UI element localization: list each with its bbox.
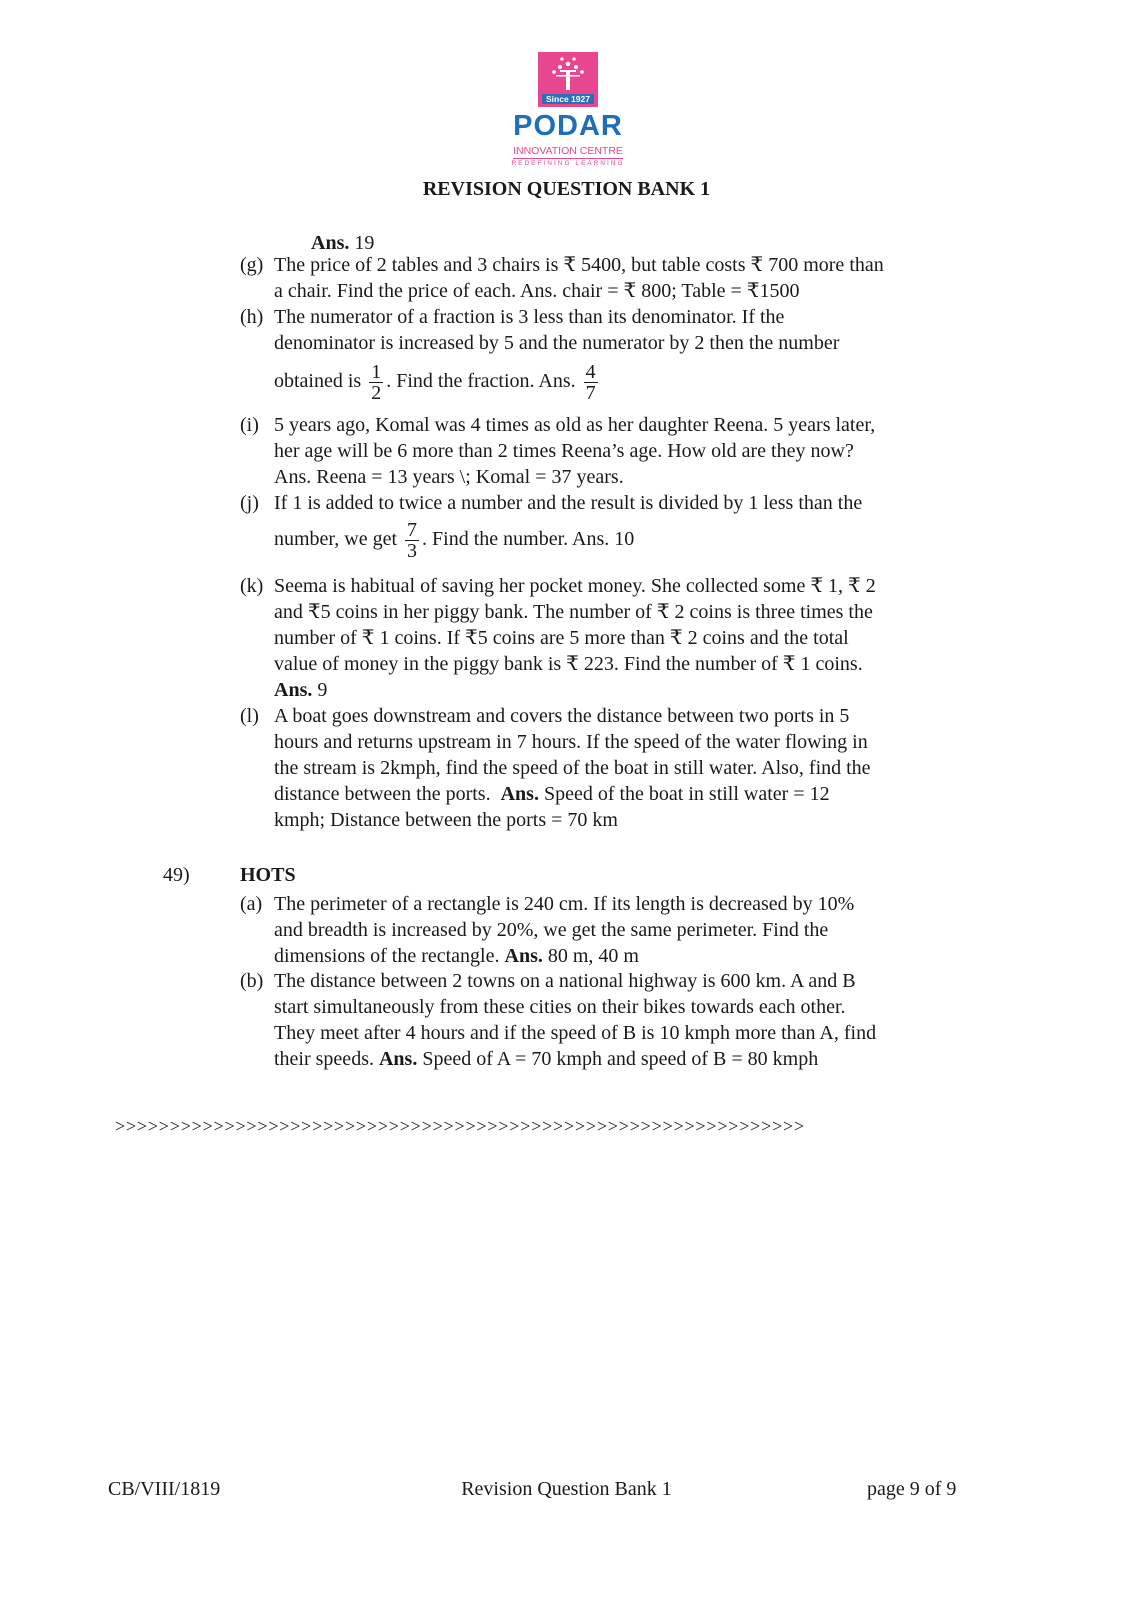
question-text: . Find the fraction. Ans. xyxy=(386,370,576,393)
logo-emblem xyxy=(538,52,598,107)
question-line: The price of 2 tables and 3 chairs is ₹ 5400, but table costs ₹ 700 more than xyxy=(274,254,884,276)
section-title: HOTS xyxy=(240,864,296,886)
answer-label: Ans. xyxy=(378,1048,418,1070)
footer-code: CB/VIII/1819 xyxy=(108,1478,221,1500)
question-line: and breadth is increased by 20%, we get the same perimeter. Find the xyxy=(274,919,829,941)
question-line: number of ₹ 1 coins. If ₹5 coins are 5 more than ₹ 2 coins and the total xyxy=(274,627,849,649)
answer-value: Speed of the boat in still water = 12 xyxy=(538,783,830,805)
fraction-denominator: 3 xyxy=(407,540,418,562)
question-label: (h) xyxy=(240,306,264,328)
hots-question-b xyxy=(240,968,980,1072)
question-text: number, we get xyxy=(274,528,398,551)
question-line: The numerator of a fraction is 3 less than its denominator. If the xyxy=(274,306,785,328)
question-label: (l) xyxy=(240,705,259,727)
answer-line xyxy=(274,677,980,703)
question-line: Seema is habitual of saving her pocket money. She collected some ₹ 1, ₹ 2 xyxy=(274,575,876,597)
question-line: her age will be 6 more than 2 times Reena’s age. How old are they now? xyxy=(274,440,854,462)
question-line: The perimeter of a rectangle is 240 cm. If its length is decreased by 10% xyxy=(274,893,855,915)
podar-logo xyxy=(488,52,648,169)
logo-tagline: REDEFINING LEARNING xyxy=(511,160,625,167)
question-line-fraction xyxy=(274,520,980,561)
footer-page-number: page 9 of 9 xyxy=(867,1478,957,1500)
answer-value: 19 xyxy=(354,232,375,254)
fraction-numerator: 1 xyxy=(371,361,382,383)
fraction-numerator: 4 xyxy=(585,361,596,383)
question-label: (k) xyxy=(240,575,264,597)
question-line: value of money in the piggy bank is ₹ 223. Find the number of ₹ 1 coins. xyxy=(274,653,863,675)
question-text: dimensions of the rectangle. xyxy=(274,945,505,967)
question-line: A boat goes downstream and covers the distance between two ports in 5 xyxy=(274,705,850,727)
answer-label: Ans. xyxy=(504,945,543,967)
fraction-answer xyxy=(584,362,598,403)
question-label: (i) xyxy=(240,414,259,436)
footer-title: Revision Question Bank 1 xyxy=(461,1478,672,1500)
question-text: their speeds. xyxy=(274,1048,379,1070)
question-line: hours and returns upstream in 7 hours. If the speed of the water flowing in xyxy=(274,731,868,753)
answer-line xyxy=(274,943,980,969)
fraction-one-half xyxy=(369,362,383,403)
question-line: start simultaneously from these cities on their bikes towards each other. xyxy=(274,996,846,1018)
logo-since: Since 1927 xyxy=(542,94,594,104)
question-i xyxy=(240,412,980,490)
question-label: (a) xyxy=(240,893,263,915)
question-text: obtained is xyxy=(274,370,362,393)
answer-value: 80 m, 40 m xyxy=(542,945,639,967)
fraction-denominator: 2 xyxy=(371,382,382,404)
question-h xyxy=(240,304,980,403)
fraction-seven-thirds xyxy=(405,520,419,561)
question-line: If 1 is added to twice a number and the result is divided by 1 less than the xyxy=(274,492,863,514)
answer-label: Ans. xyxy=(500,783,539,805)
question-g xyxy=(240,252,980,304)
section-number: 49) xyxy=(163,864,190,886)
question-line: denominator is increased by 5 and the numerator by 2 then the number xyxy=(274,332,840,354)
question-line: Ans. Reena = 13 years \; Komal = 37 years. xyxy=(274,466,624,488)
hots-question-a xyxy=(240,891,980,969)
question-text: distance between the ports. xyxy=(274,783,501,805)
tree-icon xyxy=(538,52,598,94)
question-label: (g) xyxy=(240,254,264,276)
answer-line: kmph; Distance between the ports = 70 km xyxy=(274,809,618,831)
question-line: and ₹5 coins in her piggy bank. The number of ₹ 2 coins is three times the xyxy=(274,601,873,623)
question-line-fraction xyxy=(274,362,980,403)
question-line: a chair. Find the price of each. Ans. chair = ₹ 800; Table = ₹1500 xyxy=(274,280,800,302)
answer-line xyxy=(274,781,980,807)
question-l xyxy=(240,703,980,833)
answer-value: 9 xyxy=(312,679,328,701)
answer-value: Speed of A = 70 kmph and speed of B = 80 kmph xyxy=(417,1048,819,1070)
end-divider: >>>>>>>>>>>>>>>>>>>>>>>>>>>>>>>>>>>>>>>>>>>>>>>>>>>>>>>>>>>>>>> xyxy=(115,1116,805,1136)
question-line: the stream is 2kmph, find the speed of the boat in still water. Also, find the xyxy=(274,757,871,779)
answer-line xyxy=(274,1046,980,1072)
answer-label: Ans. xyxy=(274,679,313,701)
question-label: (b) xyxy=(240,970,264,992)
question-j xyxy=(240,490,980,561)
question-line: The distance between 2 towns on a national highway is 600 km. A and B xyxy=(274,970,856,992)
fraction-numerator: 7 xyxy=(407,519,418,541)
question-k xyxy=(240,573,980,703)
question-line: They meet after 4 hours and if the speed of B is 10 kmph more than A, find xyxy=(274,1022,877,1044)
logo-subtitle: INNOVATION CENTRE xyxy=(513,145,623,157)
answer-label: Ans. xyxy=(311,232,350,254)
question-text: . Find the number. Ans. 10 xyxy=(422,528,635,551)
question-line: 5 years ago, Komal was 4 times as old as her daughter Reena. 5 years later, xyxy=(274,414,876,436)
fraction-denominator: 7 xyxy=(585,382,596,404)
logo-brand: PODAR xyxy=(513,110,623,142)
page-title: REVISION QUESTION BANK 1 xyxy=(422,178,711,200)
question-label: (j) xyxy=(240,492,259,514)
